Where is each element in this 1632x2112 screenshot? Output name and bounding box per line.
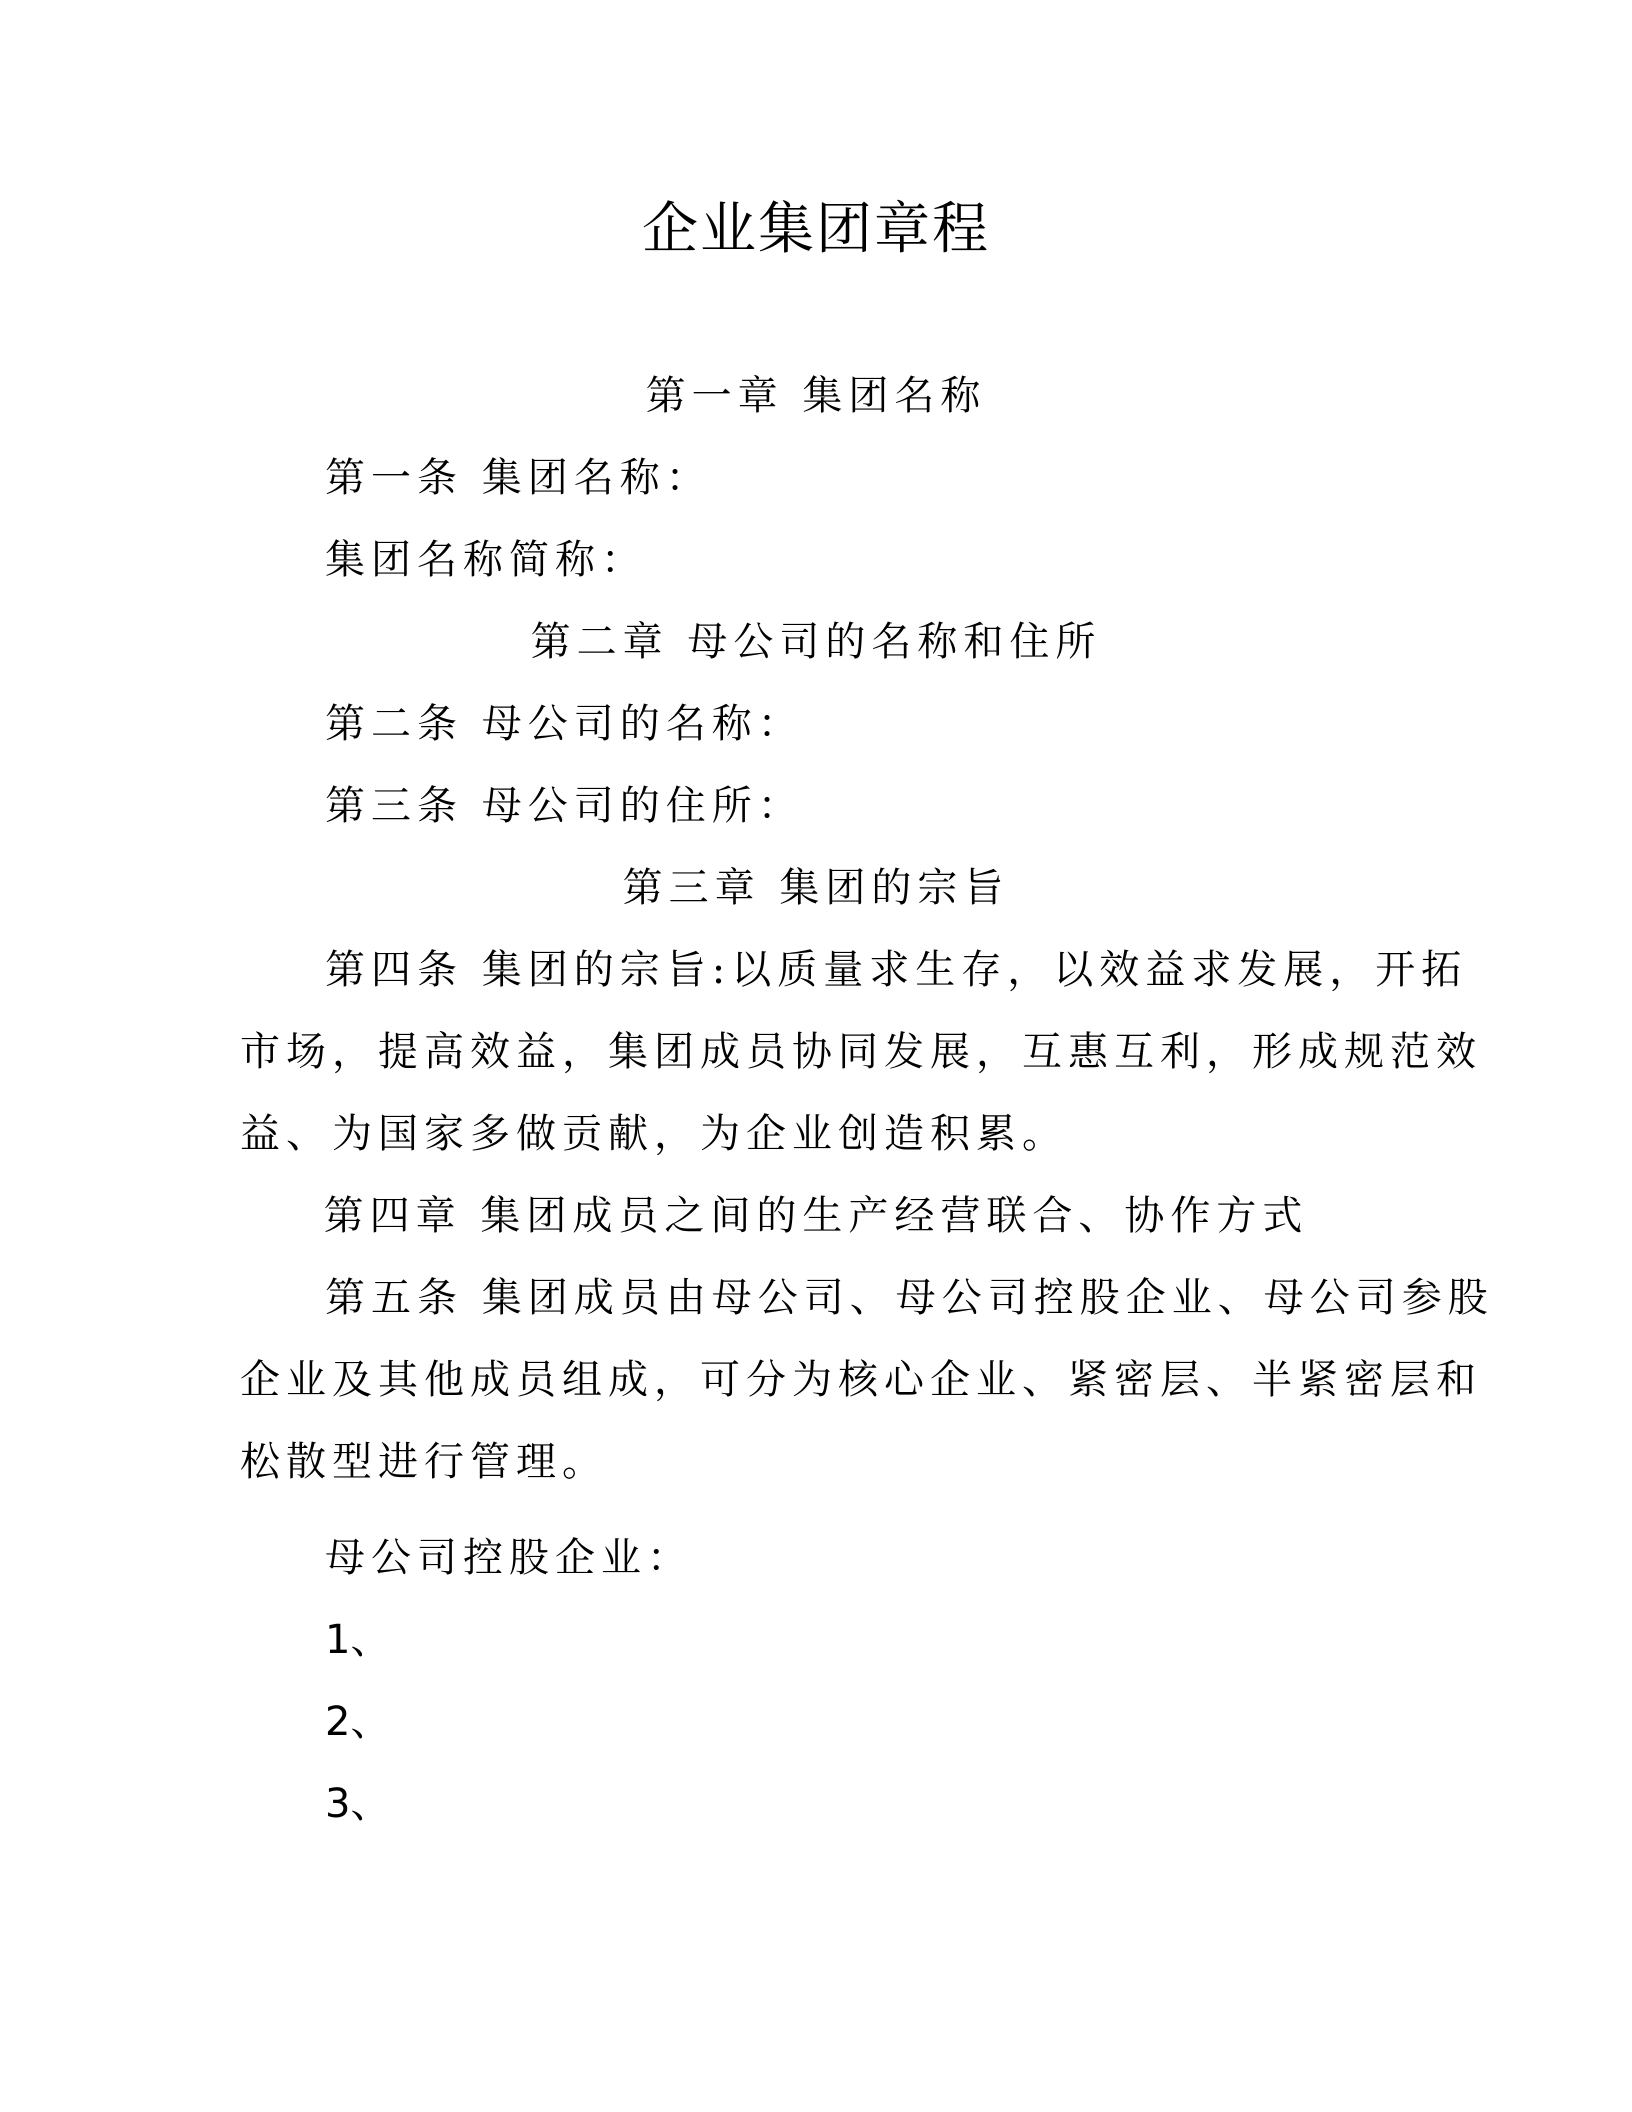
chapter-2-heading: 第二章 母公司的名称和住所 (530, 619, 1102, 665)
article-2: 第二条 母公司的名称： (325, 701, 804, 747)
chapter-3-heading: 第三章 集团的宗旨 (622, 865, 1010, 911)
document-title: 企业集团章程 (642, 197, 990, 262)
article-4-line-2: 市场，提高效益，集团成员协同发展，互惠互利，形成规范效 (240, 1029, 1482, 1075)
chapter-4-heading: 第四章 集团成员之间的生产经营联合、协作方式 (323, 1193, 1309, 1239)
chapter-1-heading: 第一章 集团名称 (645, 373, 987, 419)
article-1: 第一条 集团名称： (325, 455, 712, 501)
list-item-3: 3、 (325, 1781, 391, 1827)
holding-companies-label: 母公司控股企业： (325, 1535, 693, 1581)
article-4-line-1: 第四条 集团的宗旨:以质量求生存，以效益求发展，开拓 (325, 947, 1468, 993)
list-item-2: 2、 (325, 1699, 391, 1745)
list-item-1: 1、 (325, 1617, 391, 1663)
article-5-line-2: 企业及其他成员组成，可分为核心企业、紧密层、半紧密层和 (240, 1357, 1482, 1403)
article-3: 第三条 母公司的住所： (325, 783, 804, 829)
article-5-line-1: 第五条 集团成员由母公司、母公司控股企业、母公司参股 (325, 1275, 1494, 1321)
article-4-line-3: 益、为国家多做贡献，为企业创造积累。 (240, 1111, 1068, 1157)
group-short-name: 集团名称简称： (325, 537, 647, 583)
article-5-line-3: 松散型进行管理。 (240, 1439, 608, 1485)
